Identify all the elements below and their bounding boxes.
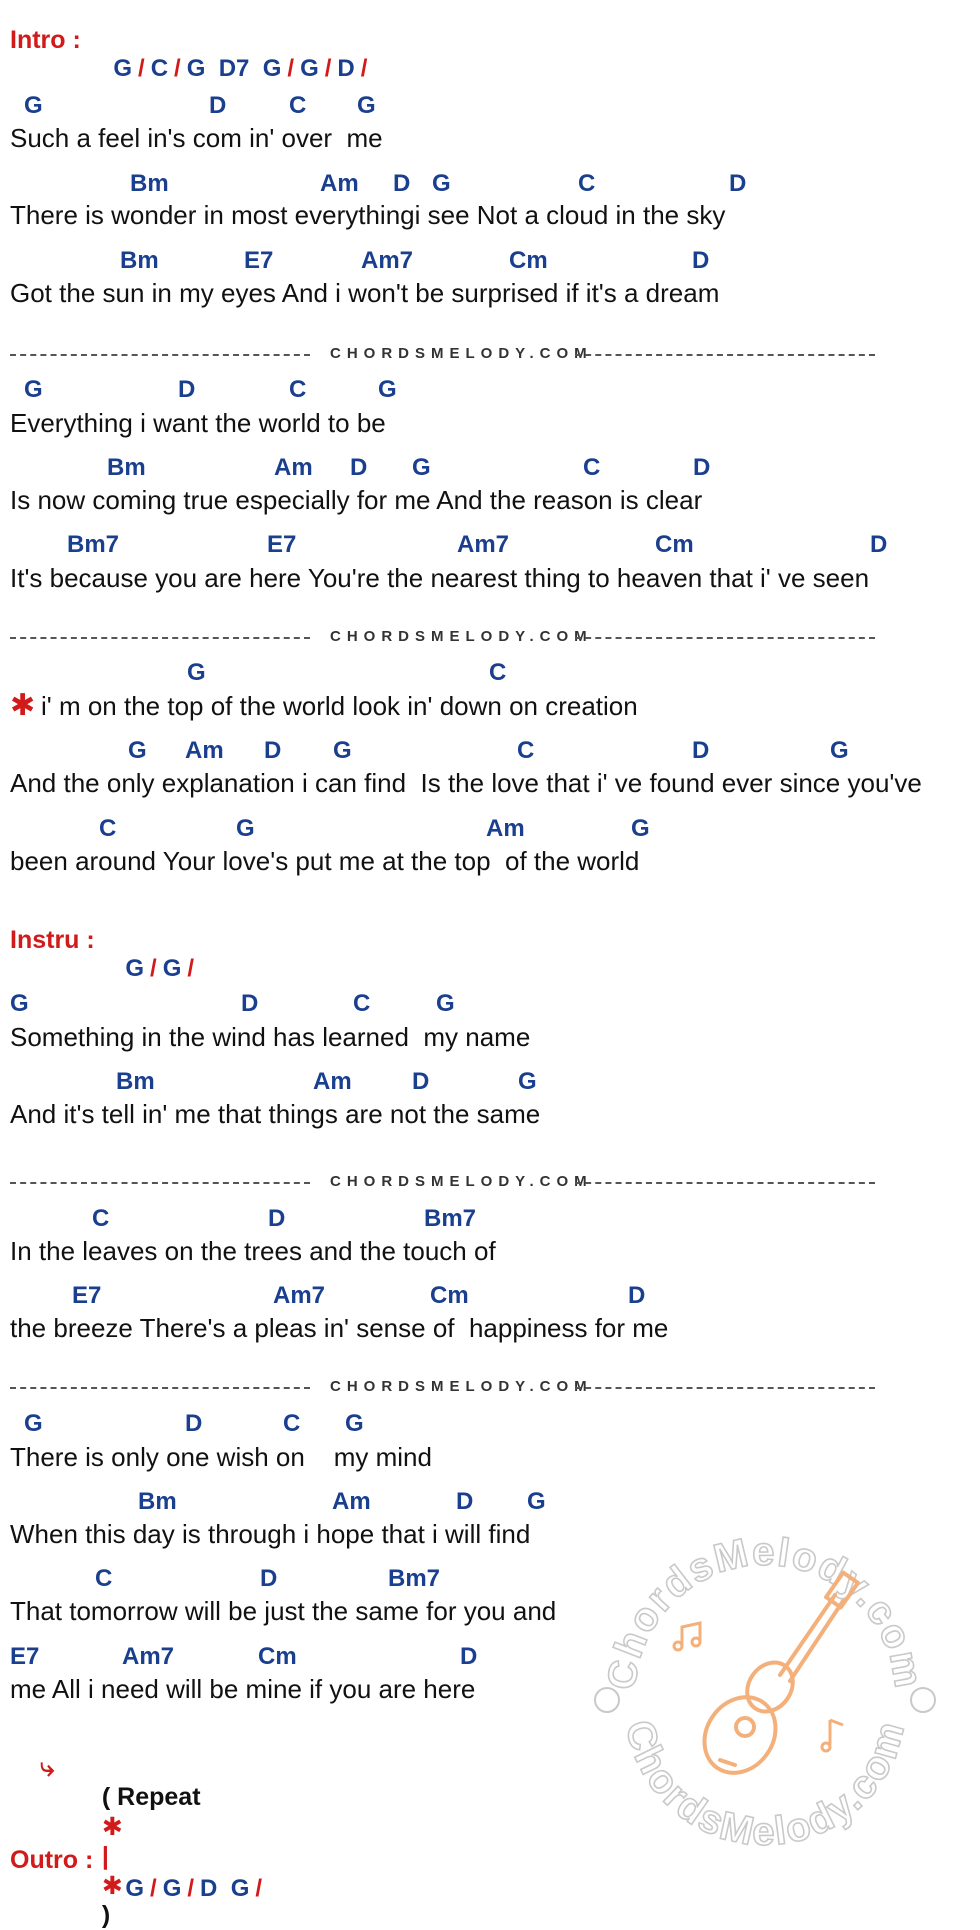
chord: G [236, 815, 255, 842]
chord: Am [332, 1488, 371, 1515]
lyric-line: That tomorrow will be just the same for you and [10, 1596, 557, 1626]
chord: D [350, 454, 368, 481]
chord: Am [185, 737, 224, 764]
lyric-line: There is only one wish on my mind [10, 1442, 432, 1472]
chord: G [432, 170, 451, 197]
outro-chord-sequence: G / G / D G / [125, 1875, 263, 1902]
chord: G [518, 1068, 537, 1095]
separator-label: CHORDSMELODY.COM [330, 1378, 593, 1395]
separator-dash-right [575, 354, 875, 356]
intro-chord: G [300, 55, 319, 82]
chord: G [333, 737, 352, 764]
chord: Am [320, 170, 359, 197]
chord: C [289, 92, 307, 119]
intro-chord-sequence: G / C / G D7 G / G / D / [113, 55, 368, 82]
chord: Am [486, 815, 525, 842]
chord: E7 [10, 1643, 40, 1670]
chord: D [692, 737, 710, 764]
chord: E7 [72, 1282, 102, 1309]
chord: D [185, 1410, 203, 1437]
chord: D [393, 170, 411, 197]
separator-dash-left [10, 637, 310, 639]
chord: D [260, 1565, 278, 1592]
chord: Bm7 [388, 1565, 441, 1592]
chord: C [92, 1205, 110, 1232]
chord: G [412, 454, 431, 481]
lyric-line: In the leaves on the trees and the touch of [10, 1236, 496, 1266]
repeat-instruction [88, 1754, 201, 1930]
chord: G [357, 92, 376, 119]
instru-label: Instru : [10, 926, 95, 954]
chord: C [578, 170, 596, 197]
chord: C [353, 990, 371, 1017]
separator-dash-right [575, 1387, 875, 1389]
outro-chord: G [162, 1875, 182, 1902]
separator-label: CHORDSMELODY.COM [330, 345, 593, 362]
separator-dash-left [10, 1182, 310, 1184]
chord: C [289, 376, 307, 403]
guitar-icon [690, 1573, 858, 1787]
outro-label: Outro : [10, 1846, 94, 1874]
lyric-line: There is wonder in most everythingi see Not a cloud in the sky [10, 200, 726, 230]
chord: D [209, 92, 227, 119]
chord: Am7 [273, 1282, 326, 1309]
chord: D [264, 737, 282, 764]
chorus-star-icon: ✱ [10, 689, 36, 722]
chord: Am7 [361, 247, 414, 274]
chord: C [517, 737, 535, 764]
chord: D [870, 531, 888, 558]
lyric-line: When this day is through i hope that i will find [10, 1519, 531, 1549]
lyric-line: And it's tell in' me that things are not the same [10, 1099, 541, 1129]
chord: D [412, 1068, 430, 1095]
chord: C [95, 1565, 113, 1592]
chord: Cm [655, 531, 694, 558]
chord: Bm7 [67, 531, 120, 558]
chord: G [436, 990, 455, 1017]
chord: E7 [244, 247, 274, 274]
chord: Bm [107, 454, 146, 481]
chorus-star-icon: ✱ [101, 1813, 123, 1841]
intro-label: Intro : [10, 26, 81, 54]
chord: D [460, 1643, 478, 1670]
lyric-line: And the only explanation i can find Is the love that i' ve found ever since you've [10, 768, 922, 798]
repeat-divider: | [101, 1842, 109, 1870]
lyric-line: Is now coming true especially for me And the reason is clear [10, 485, 703, 515]
chord: Cm [430, 1282, 469, 1309]
chorus-star-icon: ✱ [101, 1872, 123, 1900]
separator-dash-right [575, 1182, 875, 1184]
chord: Bm [116, 1068, 155, 1095]
lyric-line: Everything i want the world to be [10, 408, 386, 438]
chord: Bm [138, 1488, 177, 1515]
chord: G [830, 737, 849, 764]
watermark-dot-icon [595, 1688, 619, 1712]
lyric-line: Something in the wind has learned my name [10, 1022, 531, 1052]
watermark-text-bottom: ChordsMelody.com [616, 1715, 914, 1855]
chord: D [693, 454, 711, 481]
chord: C [283, 1410, 301, 1437]
chord: G [24, 92, 43, 119]
chord: G [345, 1410, 364, 1437]
repeat-open: ( Repeat [101, 1783, 201, 1811]
watermark-text-top: ChordsMelody.com [599, 1529, 931, 1693]
chord: G [187, 659, 206, 686]
separator-label: CHORDSMELODY.COM [330, 628, 593, 645]
chord: E7 [267, 531, 297, 558]
chord: Cm [509, 247, 548, 274]
chord: D [456, 1488, 474, 1515]
chord: C [99, 815, 117, 842]
outro-chord: D G [200, 1875, 250, 1902]
intro-chord: G D7 G [186, 55, 282, 82]
lyric-line: been around Your love's put me at the top of the world [10, 846, 640, 876]
intro-chord: D [337, 55, 355, 82]
lyric-line: Such a feel in's com in' over me [10, 123, 383, 153]
separator-label: CHORDSMELODY.COM [330, 1173, 593, 1190]
lyric-line: Got the sun in my eyes And i won't be surprised if it's a dream [10, 278, 720, 308]
chord: D [692, 247, 710, 274]
chord: C [489, 659, 507, 686]
chord: G [631, 815, 650, 842]
chord: Am [274, 454, 313, 481]
separator-dash-left [10, 1387, 310, 1389]
chord: D [729, 170, 747, 197]
lyric-line: i' m on the top of the world look in' down on creation [41, 691, 638, 721]
chord: G [128, 737, 147, 764]
intro-chord: G [113, 55, 133, 82]
chord: G [378, 376, 397, 403]
chord: G [24, 376, 43, 403]
lyric-line: me All i need will be mine if you are here [10, 1674, 476, 1704]
chord: Cm [258, 1643, 297, 1670]
instru-chord-sequence: G / G / [125, 955, 195, 982]
separator-dash-right [575, 637, 875, 639]
chord: D [628, 1282, 646, 1309]
chord: Bm [120, 247, 159, 274]
instru-chord: G [162, 955, 182, 982]
chord: G [24, 1410, 43, 1437]
chordsmelody-watermark [585, 1515, 945, 1875]
outro-chord: G [125, 1875, 145, 1902]
chord: D [268, 1205, 286, 1232]
chord: D [241, 990, 259, 1017]
chord: C [583, 454, 601, 481]
lyric-line: the breeze There's a pleas in' sense of happiness for me [10, 1313, 669, 1343]
intro-chord: C [150, 55, 169, 82]
chord: D [178, 376, 196, 403]
chord: G [527, 1488, 546, 1515]
repeat-arrow-icon: ⤷ [40, 1752, 55, 1782]
lyric-line: It's because you are here You're the nearest thing to heaven that i' ve seen [10, 563, 870, 593]
chord: G [10, 990, 29, 1017]
instru-chord: G [125, 955, 145, 982]
chord: Bm [130, 170, 169, 197]
chord: Am7 [122, 1643, 175, 1670]
chord: Am7 [457, 531, 510, 558]
chord: Bm7 [424, 1205, 477, 1232]
separator-dash-left [10, 354, 310, 356]
chord: Am [313, 1068, 352, 1095]
watermark-dot-icon [911, 1688, 935, 1712]
repeat-close: ) [101, 1901, 111, 1929]
